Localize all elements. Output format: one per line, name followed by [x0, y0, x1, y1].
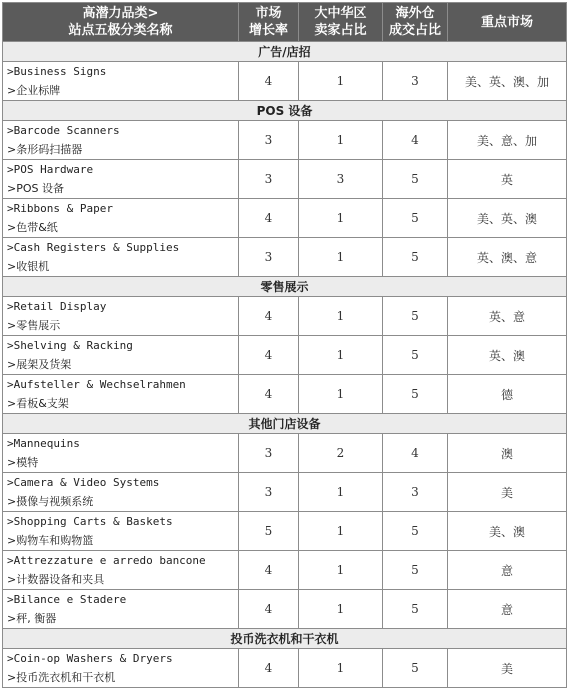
- category-name-zh: >收银机: [7, 260, 50, 273]
- header-category-line2: 站点五极分类名称: [68, 23, 173, 38]
- overseas-share-cell: 4: [383, 121, 448, 160]
- category-name-zh: >购物车和购物篮: [7, 534, 94, 547]
- category-table: [2, 2, 567, 688]
- section-header-row: [3, 101, 567, 121]
- table-row: [3, 473, 567, 512]
- key-market-cell: 德: [448, 375, 567, 414]
- category-name-zh: >看板&支架: [7, 397, 69, 410]
- growth-rate-cell: 4: [239, 297, 299, 336]
- key-market-cell: 英: [448, 160, 567, 199]
- growth-rate-cell: 4: [239, 649, 299, 688]
- key-market-cell: 英、澳: [448, 336, 567, 375]
- header-overseas-share: [383, 3, 448, 42]
- category-name-en: >Business Signs: [7, 65, 107, 78]
- seller-share-cell: 1: [299, 199, 383, 238]
- category-name-cell: [3, 375, 239, 414]
- header-category: [3, 3, 239, 42]
- section-header-row: [3, 277, 567, 297]
- header-seller-share: [299, 3, 383, 42]
- overseas-share-cell: 5: [383, 512, 448, 551]
- growth-rate-cell: 3: [239, 160, 299, 199]
- seller-share-cell: 1: [299, 121, 383, 160]
- category-name-zh: >企业标牌: [7, 84, 61, 97]
- category-name-cell: [3, 199, 239, 238]
- overseas-share-cell: 5: [383, 238, 448, 277]
- overseas-share-cell: 5: [383, 199, 448, 238]
- table-row: [3, 121, 567, 160]
- section-header-row: [3, 629, 567, 649]
- category-name-en: >Mannequins: [7, 437, 80, 450]
- seller-share-cell: 1: [299, 238, 383, 277]
- category-name-cell: [3, 512, 239, 551]
- header-key-market-label: 重点市场: [480, 14, 533, 30]
- seller-share-cell: 1: [299, 375, 383, 414]
- overseas-share-cell: 5: [383, 590, 448, 629]
- section-title: 投币洗衣机和干衣机: [3, 629, 567, 649]
- category-name-zh: >POS 设备: [7, 182, 64, 195]
- category-table-container: [2, 2, 566, 688]
- table-row: [3, 512, 567, 551]
- category-name-zh: >计数器设备和夹具: [7, 573, 105, 586]
- header-category-line1: 高潜力品类>: [82, 6, 159, 21]
- overseas-share-cell: 4: [383, 434, 448, 473]
- category-name-cell: [3, 297, 239, 336]
- key-market-cell: 英、澳、意: [448, 238, 567, 277]
- seller-share-cell: 1: [299, 512, 383, 551]
- growth-rate-cell: 3: [239, 238, 299, 277]
- overseas-share-cell: 3: [383, 62, 448, 101]
- overseas-share-cell: 5: [383, 297, 448, 336]
- table-row: [3, 434, 567, 473]
- category-name-cell: [3, 551, 239, 590]
- section-title: 零售展示: [3, 277, 567, 297]
- header-overseas-line2: 成交占比: [388, 23, 441, 38]
- category-name-cell: [3, 160, 239, 199]
- key-market-cell: 美、英、澳: [448, 199, 567, 238]
- category-name-en: >Coin-op Washers & Dryers: [7, 652, 173, 665]
- table-row: [3, 336, 567, 375]
- key-market-cell: 美: [448, 649, 567, 688]
- category-name-en: >Attrezzature e arredo bancone: [7, 554, 206, 567]
- category-name-zh: >色带&纸: [7, 221, 58, 234]
- category-name-en: >Camera & Video Systems: [7, 476, 160, 489]
- table-row: [3, 199, 567, 238]
- table-row: [3, 160, 567, 199]
- header-key-market: [448, 3, 567, 42]
- growth-rate-cell: 5: [239, 512, 299, 551]
- section-header-row: [3, 414, 567, 434]
- category-name-cell: [3, 590, 239, 629]
- key-market-cell: 意: [448, 551, 567, 590]
- table-row: [3, 297, 567, 336]
- key-market-cell: 美、英、澳、加: [448, 62, 567, 101]
- growth-rate-cell: 4: [239, 375, 299, 414]
- header-growth-line1: 市场: [255, 6, 282, 21]
- table-header-row: [3, 3, 567, 42]
- category-name-cell: [3, 473, 239, 512]
- growth-rate-cell: 4: [239, 199, 299, 238]
- growth-rate-cell: 4: [239, 551, 299, 590]
- table-row: [3, 551, 567, 590]
- seller-share-cell: 1: [299, 649, 383, 688]
- overseas-share-cell: 5: [383, 551, 448, 590]
- seller-share-cell: 1: [299, 62, 383, 101]
- overseas-share-cell: 3: [383, 473, 448, 512]
- growth-rate-cell: 3: [239, 473, 299, 512]
- section-header-row: [3, 42, 567, 62]
- category-name-cell: [3, 121, 239, 160]
- seller-share-cell: 1: [299, 336, 383, 375]
- category-name-zh: >展架及货架: [7, 358, 72, 371]
- seller-share-cell: 1: [299, 590, 383, 629]
- category-name-en: >Shopping Carts & Baskets: [7, 515, 173, 528]
- seller-share-cell: 3: [299, 160, 383, 199]
- key-market-cell: 澳: [448, 434, 567, 473]
- growth-rate-cell: 4: [239, 590, 299, 629]
- growth-rate-cell: 4: [239, 62, 299, 101]
- category-name-en: >Barcode Scanners: [7, 124, 120, 137]
- category-name-en: >Shelving & Racking: [7, 339, 133, 352]
- category-name-cell: [3, 649, 239, 688]
- header-growth-line2: 增长率: [248, 23, 288, 38]
- seller-share-cell: 2: [299, 434, 383, 473]
- table-body: [3, 42, 567, 688]
- overseas-share-cell: 5: [383, 336, 448, 375]
- category-name-zh: >投币洗衣机和干衣机: [7, 671, 116, 684]
- seller-share-cell: 1: [299, 297, 383, 336]
- seller-share-cell: 1: [299, 551, 383, 590]
- section-title: 广告/店招: [3, 42, 567, 62]
- header-growth: [239, 3, 299, 42]
- growth-rate-cell: 4: [239, 336, 299, 375]
- section-title: POS 设备: [3, 101, 567, 121]
- category-name-zh: >摄像与视频系统: [7, 495, 94, 508]
- category-name-zh: >模特: [7, 456, 39, 469]
- category-name-en: >Ribbons & Paper: [7, 202, 113, 215]
- category-name-zh: >零售展示: [7, 319, 61, 332]
- category-name-en: >POS Hardware: [7, 163, 94, 176]
- category-name-cell: [3, 62, 239, 101]
- key-market-cell: 美、澳: [448, 512, 567, 551]
- table-row: [3, 375, 567, 414]
- category-name-zh: >秤, 衡器: [7, 612, 57, 625]
- category-name-en: >Cash Registers & Supplies: [7, 241, 180, 254]
- overseas-share-cell: 5: [383, 375, 448, 414]
- key-market-cell: 英、意: [448, 297, 567, 336]
- key-market-cell: 美、意、加: [448, 121, 567, 160]
- growth-rate-cell: 3: [239, 434, 299, 473]
- category-name-en: >Bilance e Stadere: [7, 593, 127, 606]
- overseas-share-cell: 5: [383, 160, 448, 199]
- seller-share-cell: 1: [299, 473, 383, 512]
- category-name-cell: [3, 238, 239, 277]
- category-name-cell: [3, 336, 239, 375]
- growth-rate-cell: 3: [239, 121, 299, 160]
- category-name-zh: >条形码扫描器: [7, 143, 83, 156]
- table-row: [3, 62, 567, 101]
- header-seller-line1: 大中华区: [314, 6, 367, 21]
- key-market-cell: 意: [448, 590, 567, 629]
- table-row: [3, 649, 567, 688]
- table-row: [3, 590, 567, 629]
- header-overseas-line1: 海外仓: [395, 6, 435, 21]
- section-title: 其他门店设备: [3, 414, 567, 434]
- category-name-cell: [3, 434, 239, 473]
- category-name-en: >Retail Display: [7, 300, 107, 313]
- overseas-share-cell: 5: [383, 649, 448, 688]
- key-market-cell: 美: [448, 473, 567, 512]
- header-seller-line2: 卖家占比: [314, 23, 367, 38]
- table-row: [3, 238, 567, 277]
- category-name-en: >Aufsteller & Wechselrahmen: [7, 378, 186, 391]
